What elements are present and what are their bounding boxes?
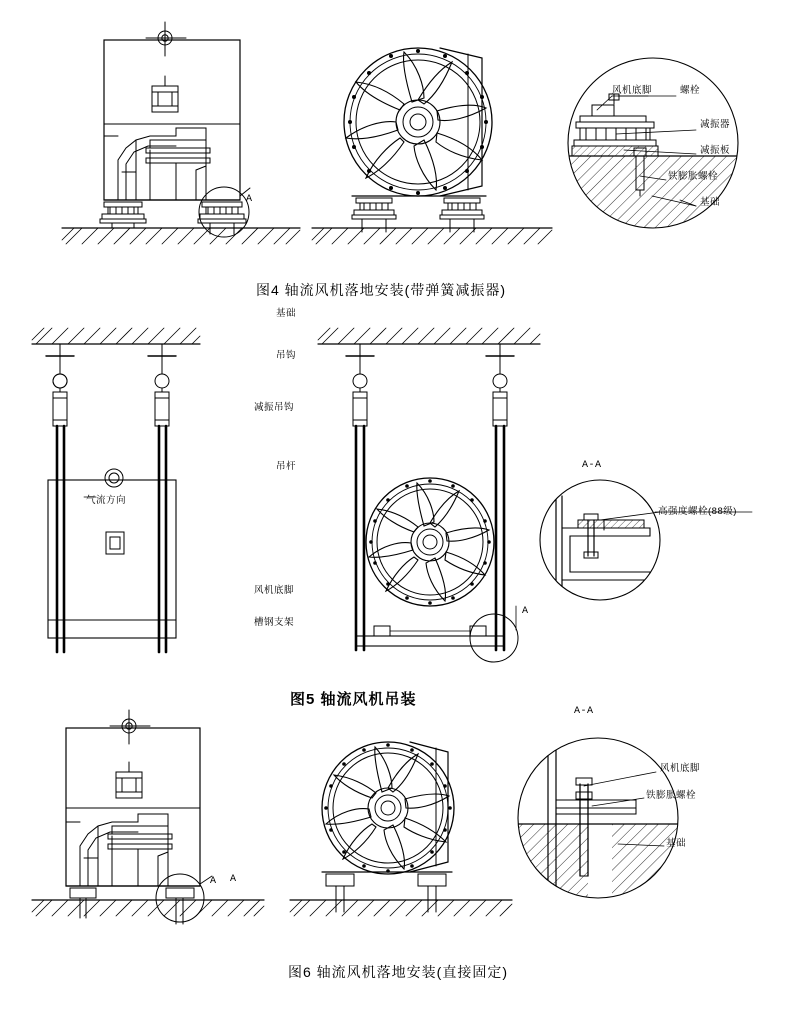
label-fig5-foundation: 基础 [276,308,297,319]
label-fig4-isolator: 减振器 [700,119,731,130]
label-fig5-section-a: A [522,606,529,617]
fig4-front-view [312,48,552,244]
label-fig4-section-a: A [246,194,253,205]
label-fig5-high-strength-bolt: 高强度螺栓(88级) [658,506,737,517]
label-fig6-foundation: 基础 [666,838,687,849]
spring-isolator-front-right [440,198,484,232]
caption-fig6: 图6 轴流风机落地安装(直接固定) [288,964,508,980]
label-fig5-hanger-rod: 吊杆 [276,461,297,472]
label-fig6-section-a-right: A [230,874,237,885]
fig5-left-view [32,328,200,652]
label-fig4-bolt: 螺栓 [680,85,701,96]
label-fig4-fan-foot: 风机底脚 [612,85,653,96]
fig4-detail-circle [568,58,748,256]
fig5-detail-aa [540,480,752,600]
label-fig5-hook: 吊钩 [276,350,297,361]
label-fig6-expansion-bolt: 铁膨胀螺栓 [646,790,697,801]
label-fig4-expansion-bolt: 铁膨胀螺栓 [668,171,719,182]
label-fig6-fan-foot: 风机底脚 [660,763,701,774]
fig4-side-view [62,22,300,244]
label-fig5-vibration-hook: 减振吊钩 [254,402,295,413]
spring-isolator-front-left [352,198,396,232]
fig6-front-view [290,742,512,916]
label-fig5-airflow-direction: 气流方向 [86,495,127,506]
fig6-side-view [32,710,264,924]
label-fig5-section-aa: A-A [582,460,602,471]
caption-fig5: 图5 轴流风机吊装 [290,691,417,708]
label-fig4-foundation: 基础 [700,197,721,208]
label-fig6-section-aa: A-A [574,706,594,717]
caption-fig4: 图4 轴流风机落地安装(带弹簧减振器) [256,282,506,298]
spring-isolator-left [100,202,146,228]
fig5-front-view [318,328,540,662]
label-fig5-fan-foot: 风机底脚 [254,585,295,596]
label-fig6-section-a-left: A [210,876,217,887]
label-fig4-isolator-plate: 减振板 [700,145,731,156]
label-fig5-channel-support: 槽钢支架 [254,617,295,628]
